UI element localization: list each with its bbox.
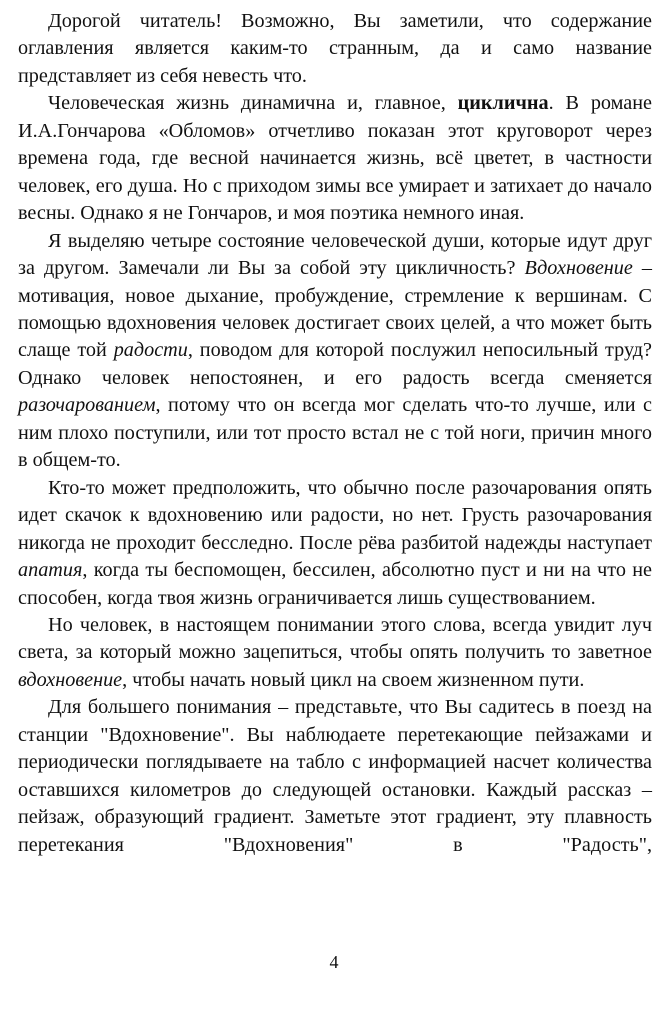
bold-term-cyclical: циклична — [457, 92, 549, 115]
paragraph-3-text-4: , потому что он всегда мог сделать что-то лучше, или с ним плохо поступили, или тот просто встал не с той ноги, причин много в общем-то. — [18, 394, 652, 472]
italic-term-joy: радости — [113, 339, 188, 362]
paragraph-5-text-2: , чтобы начать новый цикл на своем жизненном пути. — [122, 668, 585, 691]
paragraph-6-text: Для большего понимания – представьте, что Вы садитесь в поезд на станции "Вдохновение". Вы наблюдаете перетекающие пейзажами и периодически поглядываете на табло с информацией насчет количества оставшихся километров до следующей остановки. Каждый рассказ – пейзаж, образующий градиент. Заметьте этот градиент, эту плавность перетекания "Вдохновения" в "Радость", — [18, 696, 652, 856]
paragraph-2 — [18, 90, 652, 227]
paragraph-6 — [18, 694, 652, 859]
paragraph-3 — [18, 228, 652, 475]
page-body-text — [18, 8, 652, 859]
paragraph-5 — [18, 612, 652, 694]
paragraph-4 — [18, 475, 652, 612]
paragraph-3-text-2: – мотивация, новое дыхание, пробуждение, стремление к вершинам. С помощью вдохновения человек достигает своих целей, а что может быть слаще той — [18, 257, 652, 362]
paragraph-2-text-end: . В романе И.А.Гончарова «Обломов» отчетливо показан этот круговорот через времена года, где весной начинается жизнь, всё цветет, в частности человек, его душа. Но с приходом зимы все умирает и затихает до начало весны. Однако я не Гончаров, и моя поэтика немного иная. — [18, 92, 652, 225]
italic-term-inspiration-2: вдохновение — [18, 668, 123, 691]
paragraph-1 — [18, 8, 652, 90]
paragraph-5-text-1: Но человек, в настоящем понимании этого слова, всегда увидит луч света, за который можно зацепиться, чтобы опять получить то заветное — [18, 613, 652, 664]
paragraph-4-text-2: , когда ты беспомощен, бессилен, абсолютно пуст и ни на что не способен, когда твоя жизнь ограничивается лишь существованием. — [18, 559, 652, 609]
paragraph-3-text-1: Я выделяю четыре состояние человеческой души, которые идут друг за другом. Замечали ли Вы за собой эту цикличность? — [18, 229, 652, 280]
italic-term-apathy: апатия — [18, 559, 83, 582]
paragraph-2-text-start: Человеческая жизнь динамична и, главное, — [48, 92, 458, 115]
italic-term-disappointment: разочарованием — [18, 394, 156, 417]
paragraph-1-text: Дорогой читатель! Возможно, Вы заметили, что содержание оглавления является каким-то странным, да и само название представляет из себя невесть что. — [18, 10, 652, 87]
paragraph-3-text-3: , поводом для которой послужил непосильный труд? Однако человек непостоянен, и его радость всегда сменяется — [18, 339, 652, 389]
paragraph-4-text-1: Кто-то может предположить, что обычно после разочарования опять идет скачок к вдохновению или радости, но нет. Грусть разочарования никогда не проходит бесследно. После рёва разбитой надежды наступает — [18, 476, 652, 554]
italic-term-inspiration: Вдохновение — [524, 257, 633, 280]
page-number: 4 — [329, 952, 339, 972]
